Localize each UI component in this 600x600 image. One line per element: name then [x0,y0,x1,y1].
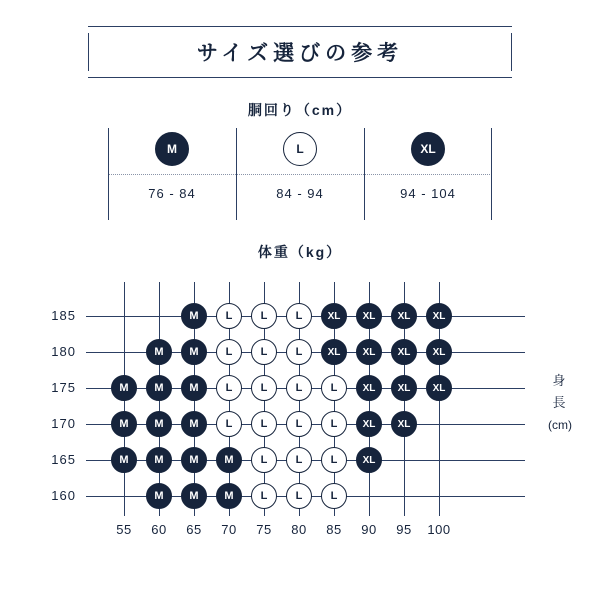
size-cell-160-80-l: L [286,483,312,509]
x-axis-label-80: 80 [291,522,307,537]
size-cell-180-60-m: M [146,339,172,365]
size-cell-175-70-l: L [216,375,242,401]
x-axis-label-75: 75 [256,522,272,537]
waist-table [108,128,492,220]
size-cell-175-100-xl: XL [426,375,452,401]
size-cell-170-85-l: L [321,411,347,437]
waist-badge-l: L [283,132,317,166]
size-cell-165-70-m: M [216,447,242,473]
size-cell-180-85-xl: XL [321,339,347,365]
waist-column-xl [364,128,492,220]
height-axis-caption [534,370,586,436]
y-axis-label-165: 165 [51,452,76,467]
x-axis-label-100: 100 [427,522,451,537]
height-axis-unit: (cm) [548,418,572,432]
size-cell-180-100-xl: XL [426,339,452,365]
waist-range-xl: 94 - 104 [400,186,456,201]
waist-section-heading: 胴回り（cm） [247,102,353,118]
waist-range-l: 84 - 94 [276,186,324,201]
page-title: サイズ選びの参考 [196,42,404,65]
waist-badge-xl: XL [411,132,445,166]
size-cell-160-75-l: L [251,483,277,509]
size-cell-180-90-xl: XL [356,339,382,365]
size-cell-170-65-m: M [181,411,207,437]
height-axis-label-line-2: 長 [552,395,568,410]
y-axis-label-180: 180 [51,344,76,359]
size-cell-165-90-xl: XL [356,447,382,473]
y-axis-label-170: 170 [51,416,76,431]
size-cell-185-95-xl: XL [391,303,417,329]
x-axis-label-90: 90 [361,522,377,537]
size-cell-185-85-xl: XL [321,303,347,329]
size-cell-170-55-m: M [111,411,137,437]
y-axis-label-175: 175 [51,380,76,395]
size-cell-185-100-xl: XL [426,303,452,329]
waist-range-m: 76 - 84 [148,186,196,201]
size-cell-165-75-l: L [251,447,277,473]
size-cell-170-70-l: L [216,411,242,437]
size-cell-160-85-l: L [321,483,347,509]
size-cell-185-80-l: L [286,303,312,329]
size-cell-175-65-m: M [181,375,207,401]
size-cell-165-85-l: L [321,447,347,473]
x-axis-label-70: 70 [221,522,237,537]
size-cell-180-75-l: L [251,339,277,365]
size-cell-175-95-xl: XL [391,375,417,401]
size-cell-170-80-l: L [286,411,312,437]
size-cell-180-70-l: L [216,339,242,365]
size-matrix-chart [0,262,600,572]
x-axis-label-85: 85 [326,522,342,537]
height-axis-label-line-1: 身 [552,373,568,388]
size-cell-175-60-m: M [146,375,172,401]
size-cell-170-60-m: M [146,411,172,437]
size-cell-185-70-l: L [216,303,242,329]
x-axis-label-60: 60 [151,522,167,537]
size-cell-185-75-l: L [251,303,277,329]
x-axis-label-55: 55 [116,522,132,537]
waist-column-m [108,128,236,220]
size-cell-175-85-l: L [321,375,347,401]
size-cell-175-90-xl: XL [356,375,382,401]
size-cell-175-75-l: L [251,375,277,401]
size-cell-165-80-l: L [286,447,312,473]
size-cell-170-90-xl: XL [356,411,382,437]
x-axis-label-95: 95 [396,522,412,537]
size-cell-180-65-m: M [181,339,207,365]
size-cell-180-80-l: L [286,339,312,365]
size-cell-185-65-m: M [181,303,207,329]
size-cell-165-55-m: M [111,447,137,473]
size-cell-165-65-m: M [181,447,207,473]
y-axis-label-185: 185 [51,308,76,323]
size-cell-170-95-xl: XL [391,411,417,437]
size-cell-160-70-m: M [216,483,242,509]
size-cell-175-55-m: M [111,375,137,401]
size-cell-160-65-m: M [181,483,207,509]
size-cell-185-90-xl: XL [356,303,382,329]
weight-section-heading: 体重（kg） [257,244,343,260]
x-axis-label-65: 65 [186,522,202,537]
size-cell-165-60-m: M [146,447,172,473]
size-cell-170-75-l: L [251,411,277,437]
waist-column-l [236,128,364,220]
waist-badge-m: M [155,132,189,166]
size-cell-175-80-l: L [286,375,312,401]
y-axis-label-160: 160 [51,488,76,503]
size-cell-160-60-m: M [146,483,172,509]
size-cell-180-95-xl: XL [391,339,417,365]
page-title-box [88,26,512,78]
